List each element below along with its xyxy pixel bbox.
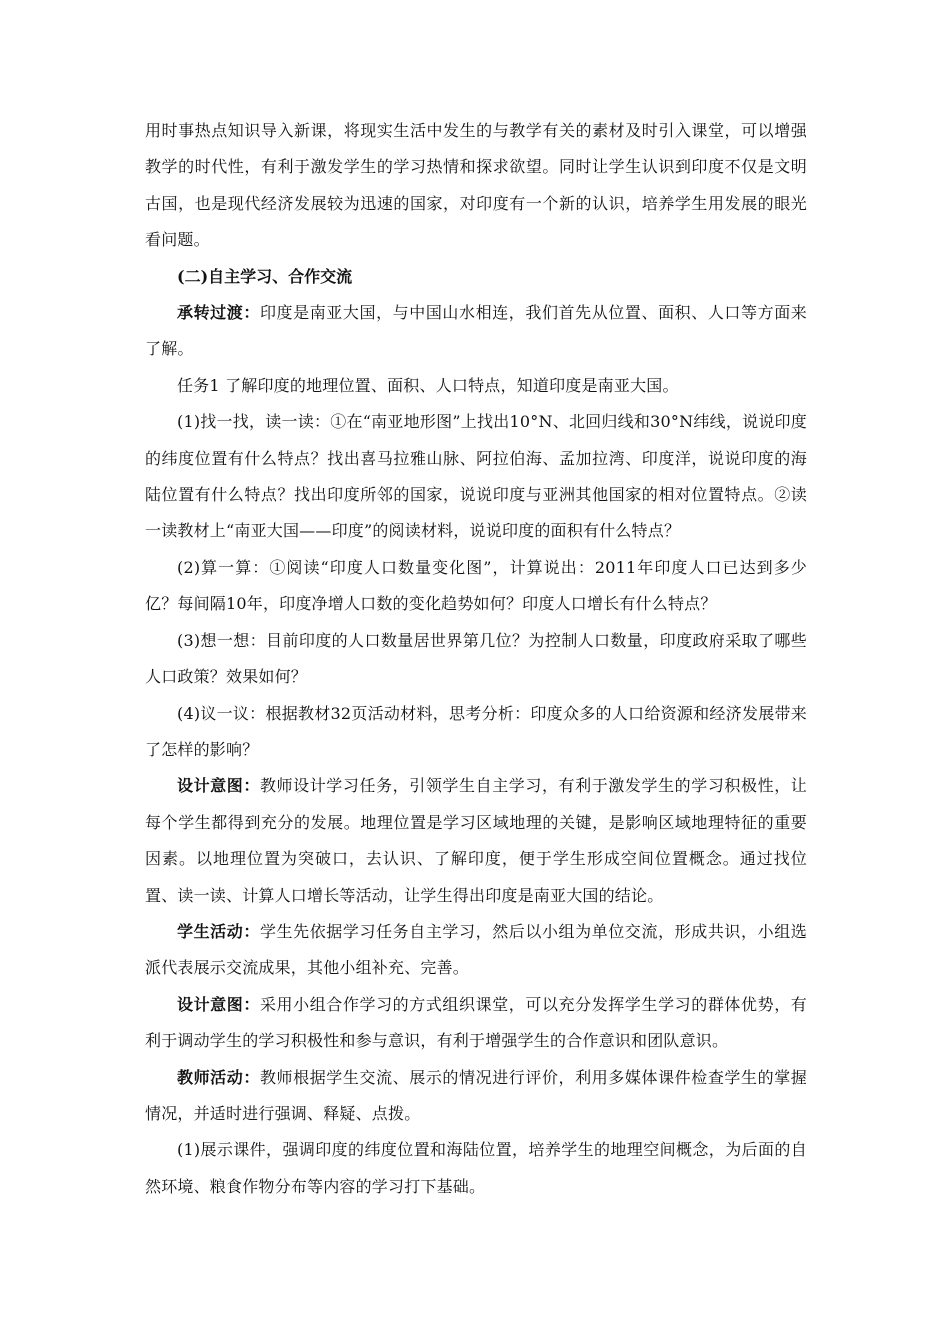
item4-paragraph: (4)议一议：根据教材32页活动材料，思考分析：印度众多的人口给资源和经济发展带来了怎样的影响？ xyxy=(145,703,807,759)
teacher-activity-label: 教师活动： xyxy=(177,1067,260,1087)
intro-paragraph: 用时事热点知识导入新课，将现实生活中发生的与教学有关的素材及时引入课堂，可以增强教学的时代性，有利于激发学生的学习热情和探求欲望。同时让学生认识到印度不仅是文明古国，也是现代经济发展较为迅速的国家，对印度有一个新的认识，培养学生用发展的眼光看问题。 xyxy=(145,121,807,250)
transition-label: 承转过渡： xyxy=(177,303,260,323)
transition-text: 印度是南亚大国，与中国山水相连，我们首先从位置、面积、人口等方面来了解。 xyxy=(145,303,807,359)
student-activity-label: 学生活动： xyxy=(177,921,260,941)
document-page xyxy=(145,113,807,1205)
student-activity-text: 学生先依据学习任务自主学习，然后以小组为单位交流，形成共识，小组选派代表展示交流成果，其他小组补充、完善。 xyxy=(145,921,807,978)
task1-paragraph: 任务1 了解印度的地理位置、面积、人口特点，知道印度是南亚大国。 xyxy=(177,375,679,395)
item1-paragraph: (1)找一找，读一读：①在“南亚地形图”上找出10°N、北回归线和30°N纬线，说说印度的纬度位置有什么特点？找出喜马拉雅山脉、阿拉伯海、孟加拉湾、印度洋，说说印度的海陆位置有什么特点？找出印度所邻的国家，说说印度与亚洲其他国家的相对位置特点。②读一读教材上“南亚大国——印度”的阅读材料，说说印度的面积有什么特点？ xyxy=(145,412,807,541)
transition-paragraph xyxy=(145,295,807,368)
teacher-activity-text: 教师根据学生交流、展示的情况进行评价，利用多媒体课件检查学生的掌握情况，并适时进行强调、释疑、点拨。 xyxy=(145,1067,807,1123)
design-intent-text-1: 教师设计学习任务，引领学生自主学习，有利于激发学生的学习积极性，让每个学生都得到充分的发展。地理位置是学习区域地理的关键，是影响区域地理特征的重要因素。以地理位置为突破口，去认识、了解印度，便于学生形成空间位置概念。通过找位置、读一读、计算人口增长等活动，让学生得出印度是南亚大国的结论。 xyxy=(145,776,807,905)
section-heading: (二)自主学习、合作交流 xyxy=(177,266,353,286)
design-intent-paragraph-2 xyxy=(145,987,807,1060)
item5-paragraph: (1)展示课件，强调印度的纬度位置和海陆位置，培养学生的地理空间概念，为后面的自然环境、粮食作物分布等内容的学习打下基础。 xyxy=(145,1140,807,1196)
design-intent-text-2: 采用小组合作学习的方式组织课堂，可以充分发挥学生学习的群体优势，有利于调动学生的学习积极性和参与意识，有利于增强学生的合作意识和团队意识。 xyxy=(145,994,807,1051)
design-intent-label-1: 设计意图： xyxy=(177,776,260,796)
item2-paragraph: (2)算一算：①阅读“印度人口数量变化图”，计算说出：2011年印度人口已达到多少亿？每间隔10年，印度净增人口数的变化趋势如何？印度人口增长有什么特点？ xyxy=(145,557,807,614)
design-intent-label-2: 设计意图： xyxy=(177,994,260,1014)
student-activity-paragraph xyxy=(145,914,807,987)
item3-paragraph: (3)想一想：目前印度的人口数量居世界第几位？为控制人口数量，印度政府采取了哪些人口政策？效果如何？ xyxy=(145,630,807,687)
teacher-activity-paragraph xyxy=(145,1060,807,1133)
design-intent-paragraph-1 xyxy=(145,768,807,914)
